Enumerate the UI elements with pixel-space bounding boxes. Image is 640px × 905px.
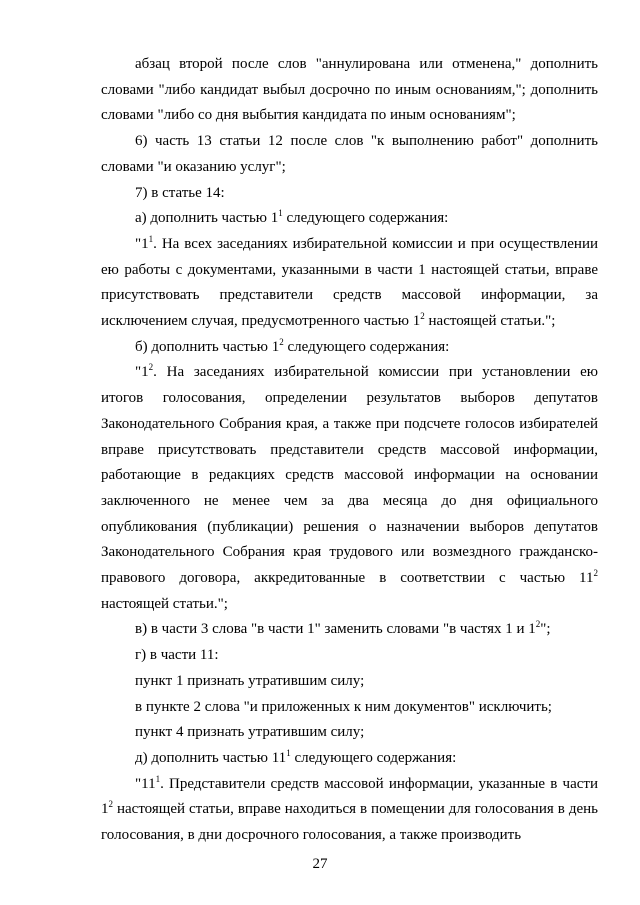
superscript: 1 [278, 208, 283, 219]
superscript: 2 [420, 311, 425, 322]
text-run: д) дополнить частью 11 [135, 749, 287, 766]
paragraph [101, 181, 598, 207]
paragraph [101, 643, 598, 669]
text-run: а) дополнить частью 1 [135, 210, 279, 227]
text-run: следующего содержания: [283, 338, 450, 355]
paragraph [101, 617, 598, 643]
superscript: 1 [155, 773, 161, 784]
superscript: 1 [148, 233, 154, 244]
superscript: 2 [535, 619, 541, 630]
paragraph [101, 360, 598, 617]
document-body [101, 52, 598, 849]
text-run: в) в части 3 слова "в части 1" заменить словами "в частях 1 и 1 [135, 621, 536, 638]
text-run: настоящей статьи, вправе находиться в помещении для голосования в день голосования, в дни досрочного голосования, а также производить [101, 801, 598, 844]
text-run: . Представители средств массовой информации, указанные в части 1 [101, 775, 598, 818]
paragraph [101, 720, 598, 746]
paragraph [101, 669, 598, 695]
paragraph [101, 335, 598, 361]
text-run: "11 [135, 775, 156, 792]
text-run: пункт 1 признать утратившим силу; [135, 672, 365, 689]
text-run: . На всех заседаниях избирательной комиссии и при осуществлении ею работы с документами, указанными в части 1 настоящей статьи, вправе присутствовать представители средств массовой информации, за исключением случая, предусмотренного частью 1 [101, 235, 598, 330]
superscript: 2 [108, 799, 113, 810]
paragraph [101, 695, 598, 721]
text-run: настоящей статьи."; [424, 313, 556, 330]
paragraph [101, 232, 598, 335]
text-run: "; [540, 621, 551, 638]
text-run: "1 [135, 235, 149, 252]
superscript: 2 [148, 362, 154, 373]
text-run: настоящей статьи."; [101, 595, 228, 612]
text-run: абзац второй после слов "аннулирована или отменена," дополнить словами "либо кандидат выбыл досрочно по иным основаниям,"; дополнить словами "либо со дня выбытия кандидата по иным основаниям"; [101, 56, 598, 124]
superscript: 1 [286, 747, 291, 758]
text-run: . На заседаниях избирательной комиссии при установлении ею итогов голосования, определении результатов выборов депутатов Законодательного Собрания края, а также при подсчете голосов избирателей вправе присутствовать представители средств массовой информации, работающие в редакциях средств массовой информации на основании заключенного не менее чем за два месяца до дня официального опубликования (публикации) решения о назначении выборов депутатов Законодательного Собрания края трудового или возмездного гражданско-правового договора, аккредитованные в соответствии с частью 11 [101, 364, 598, 587]
text-run: в пункте 2 слова "и приложенных к ним документов" исключить; [135, 698, 552, 715]
text-run: 6) часть 13 статьи 12 после слов "к выполнению работ" дополнить словами "и оказанию услуг"; [101, 133, 598, 175]
page-number: 27 [312, 856, 328, 872]
paragraph [101, 206, 598, 232]
paragraph [101, 129, 598, 180]
paragraph [101, 746, 598, 772]
text-run: пункт 4 признать утратившим силу; [135, 724, 365, 741]
text-run: следующего содержания: [282, 210, 449, 227]
text-run: б) дополнить частью 1 [135, 338, 280, 355]
paragraph [101, 52, 598, 129]
text-run: следующего содержания: [290, 749, 457, 766]
superscript: 2 [593, 568, 598, 579]
text-run: "1 [135, 364, 149, 381]
paragraph [101, 772, 598, 849]
text-run: 7) в статье 14: [135, 184, 225, 201]
text-run: г) в части 11: [135, 647, 219, 664]
superscript: 2 [279, 336, 284, 347]
